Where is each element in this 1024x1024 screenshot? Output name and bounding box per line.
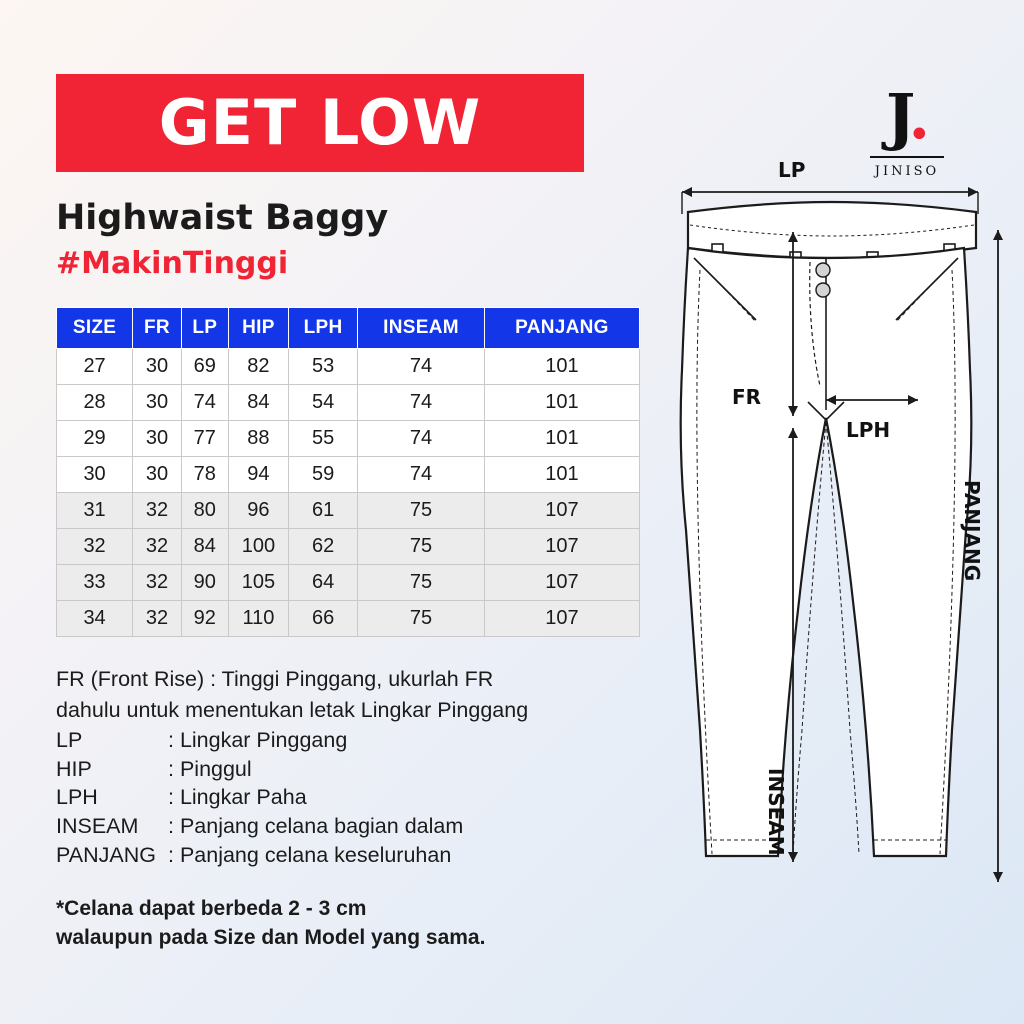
button-top: [816, 263, 830, 277]
legend-value: : Panjang celana keseluruhan: [168, 842, 452, 867]
cell-lph: 53: [289, 349, 358, 385]
table-row: [57, 457, 640, 493]
col-inseam: INSEAM: [358, 308, 485, 349]
button-second: [816, 283, 830, 297]
legend-item-panjang: [56, 841, 656, 870]
cell-lp: 90: [181, 565, 228, 601]
size-table: [56, 307, 640, 637]
table-row: [57, 529, 640, 565]
col-size: SIZE: [57, 308, 133, 349]
cell-lp: 77: [181, 421, 228, 457]
cell-inseam: 75: [358, 601, 485, 637]
legend-value: : Lingkar Paha: [168, 785, 307, 810]
cell-size: 29: [57, 421, 133, 457]
cell-hip: 94: [228, 457, 288, 493]
cell-fr: 32: [133, 493, 182, 529]
cell-size: 30: [57, 457, 133, 493]
size-table-body: [57, 349, 640, 637]
col-panjang: PANJANG: [484, 308, 639, 349]
legend-key: INSEAM: [56, 813, 139, 838]
table-row: [57, 385, 640, 421]
table-row: [57, 565, 640, 601]
cell-fr: 32: [133, 565, 182, 601]
cell-inseam: 74: [358, 385, 485, 421]
panjang-arrow-top: [993, 230, 1003, 240]
cell-fr: 30: [133, 385, 182, 421]
label-lp: LP: [778, 158, 806, 182]
cell-panjang: 107: [484, 565, 639, 601]
legend-block: [56, 665, 656, 869]
cell-inseam: 74: [358, 457, 485, 493]
cell-inseam: 75: [358, 493, 485, 529]
table-row: [57, 421, 640, 457]
jeans-technical-drawing: [660, 170, 1010, 910]
cell-hip: 96: [228, 493, 288, 529]
cell-panjang: 101: [484, 457, 639, 493]
cell-hip: 110: [228, 601, 288, 637]
cell-hip: 84: [228, 385, 288, 421]
cell-inseam: 74: [358, 349, 485, 385]
lp-arrow-right: [968, 187, 978, 197]
size-table-head: [57, 308, 640, 349]
inseam-arrow-bottom: [788, 852, 798, 862]
cell-lp: 69: [181, 349, 228, 385]
cell-lph: 55: [289, 421, 358, 457]
banner-title: GET LOW: [158, 86, 482, 159]
disclaimer-note: [56, 895, 656, 952]
cell-panjang: 107: [484, 601, 639, 637]
cell-lp: 92: [181, 601, 228, 637]
col-fr: FR: [133, 308, 182, 349]
legend-key: LP: [56, 728, 83, 753]
legend-key: LPH: [56, 785, 98, 810]
logo-wordmark: JINISO: [874, 164, 940, 179]
logo-letter: J: [885, 80, 909, 153]
cell-lph: 62: [289, 529, 358, 565]
cell-inseam: 74: [358, 421, 485, 457]
cell-fr: 30: [133, 349, 182, 385]
label-lph: LPH: [846, 418, 891, 442]
brand-logo: [852, 80, 962, 179]
cell-size: 33: [57, 565, 133, 601]
cell-lp: 80: [181, 493, 228, 529]
logo-mark: [852, 80, 962, 153]
col-lph: LPH: [289, 308, 358, 349]
cell-panjang: 107: [484, 529, 639, 565]
left-column: [56, 74, 656, 952]
legend-value: : Panjang celana bagian dalam: [168, 813, 464, 838]
table-header-row: [57, 308, 640, 349]
cell-inseam: 75: [358, 529, 485, 565]
cell-hip: 100: [228, 529, 288, 565]
logo-dot: .: [908, 80, 929, 153]
page-subtitle: Highwaist Baggy: [56, 198, 389, 238]
cell-size: 28: [57, 385, 133, 421]
note-line-2: walaupun pada Size dan Model yang sama.: [56, 925, 486, 949]
waistband-shape: [688, 202, 976, 258]
legend-fr-line1: FR (Front Rise) : Tinggi Pinggang, ukurlah FR: [56, 667, 494, 691]
col-lp: LP: [181, 308, 228, 349]
legend-key: HIP: [56, 756, 92, 781]
legend-value: : Pinggul: [168, 756, 252, 781]
cell-panjang: 101: [484, 349, 639, 385]
cell-lp: 78: [181, 457, 228, 493]
cell-lph: 64: [289, 565, 358, 601]
lp-arrow-left: [682, 187, 692, 197]
legend-item-lp: [56, 726, 656, 755]
cell-size: 31: [57, 493, 133, 529]
legend-item-hip: [56, 755, 656, 784]
cell-size: 34: [57, 601, 133, 637]
cell-lph: 61: [289, 493, 358, 529]
col-hip: HIP: [228, 308, 288, 349]
legend-item-inseam: [56, 812, 656, 841]
cell-hip: 105: [228, 565, 288, 601]
cell-panjang: 101: [484, 421, 639, 457]
get-low-banner: [56, 74, 584, 172]
legend-item-lph: [56, 783, 656, 812]
cell-fr: 32: [133, 529, 182, 565]
cell-fr: 30: [133, 421, 182, 457]
cell-size: 27: [57, 349, 133, 385]
cell-lp: 84: [181, 529, 228, 565]
legend-key: PANJANG: [56, 842, 156, 867]
cell-fr: 30: [133, 457, 182, 493]
cell-lp: 74: [181, 385, 228, 421]
jeans-diagram: [660, 158, 1010, 910]
hashtag-label: #MakinTinggi: [56, 246, 289, 281]
note-line-1: *Celana dapat berbeda 2 - 3 cm: [56, 897, 367, 921]
cell-lph: 66: [289, 601, 358, 637]
label-fr: FR: [732, 385, 762, 409]
cell-panjang: 101: [484, 385, 639, 421]
table-row: [57, 493, 640, 529]
panjang-arrow-bottom: [993, 872, 1003, 882]
cell-hip: 82: [228, 349, 288, 385]
cell-lph: 54: [289, 385, 358, 421]
table-row: [57, 601, 640, 637]
cell-fr: 32: [133, 601, 182, 637]
legend-fr-line2: dahulu untuk menentukan letak Lingkar Pinggang: [56, 697, 529, 722]
label-inseam: INSEAM: [764, 768, 788, 856]
logo-divider: [870, 156, 944, 158]
table-row: [57, 349, 640, 385]
label-panjang: PANJANG: [960, 480, 984, 582]
cell-lph: 59: [289, 457, 358, 493]
legend-value: : Lingkar Pinggang: [168, 728, 348, 753]
cell-inseam: 75: [358, 565, 485, 601]
cell-size: 32: [57, 529, 133, 565]
cell-hip: 88: [228, 421, 288, 457]
cell-panjang: 107: [484, 493, 639, 529]
